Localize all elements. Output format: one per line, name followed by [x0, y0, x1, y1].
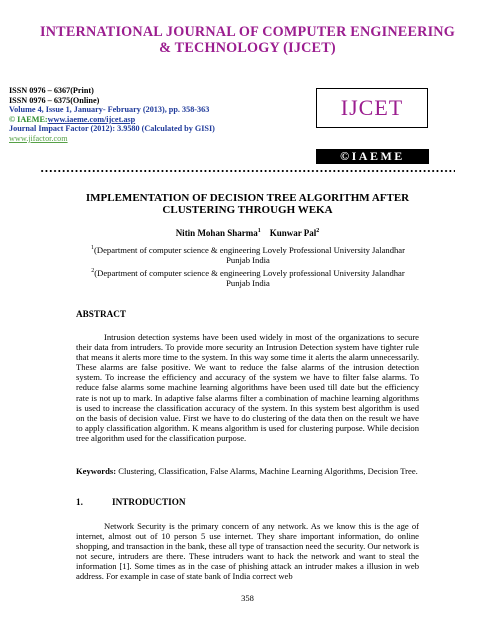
- journal-title-line2: & TECHNOLOGY (IJCET): [159, 40, 336, 56]
- iaeme-banner: ©IAEME: [316, 149, 429, 164]
- abstract-heading: ABSTRACT: [76, 309, 127, 319]
- iaeme-link[interactable]: www.iaeme.com/ijcet.asp: [47, 114, 136, 124]
- affiliation-1-line1: (Department of computer science & engineering Lovely Professional University Jalandhar: [94, 244, 405, 255]
- paper-title-line2: CLUSTERING THROUGH WEKA: [162, 204, 333, 216]
- keywords-label: Keywords:: [76, 466, 117, 476]
- abstract-body: Intrusion detection systems have been used widely in most of the organizations to secure their data from intruders. To provide more security an Intrusion Detection system have tighter rule that means it alerts more time to the system. In this way some time it alerts the alarm unnecessarily. These alarms are false positive. We want to reduce the false alarms of the intrusion detection system. To increase the efficiency and accuracy of the system we have to filter false alarms. To reduce false alarms some machine learning algorithms have been used till date but the efficiency rate is not up to mark. In adaptive false alarms filter a combination of machine learning algorithms is used to increase the classification accuracy of the system. In this system best algorithm is used on the basis of decision value. First we have to do clustering of the data then on the result we have to apply classification algorithm. K means algorithm is used for clustering purpose. While decision tree algorithm used for the classification purpose.: [76, 332, 419, 443]
- keywords: [76, 466, 419, 476]
- affiliation-2-line1: (Department of computer science & engineering Lovely professional University Jalandhar: [94, 267, 405, 278]
- section-title: INTRODUCTION: [112, 497, 186, 507]
- iaeme-prefix: © IAEME:: [9, 114, 48, 124]
- paper-title-line1: IMPLEMENTATION OF DECISION TREE ALGORITHM AFTER: [85, 192, 410, 204]
- affiliation-1-line2: Punjab India: [226, 254, 270, 265]
- issn-print: ISSN 0976 – 6367(Print): [9, 86, 94, 95]
- affiliation-2-num: 2: [91, 268, 95, 274]
- journal-title-line1: INTERNATIONAL JOURNAL OF COMPUTER ENGINEERING: [40, 24, 455, 40]
- authors: [0, 228, 495, 238]
- author-1: Nitin Mohan Sharma: [175, 228, 258, 238]
- author-1-sup: 1: [257, 228, 261, 234]
- introduction-body: Network Security is the primary concern of any network. As we know this is the age of internet, almost out of 10 person 5 use internet. They share important information, do online shopping, and transaction in the bank, these all type of transaction need the security. Our network is not secure, intruders are there. These intruders want to hack the network and want to steal the information [1]. Some times as in the case of phishing attack an intruder makes a illusion in web address. For example in case of state bank of India correct web: [76, 521, 419, 582]
- journal-meta: [9, 86, 215, 144]
- volume-info: Volume 4, Issue 1, January- February (2013), pp. 358-363: [9, 105, 210, 115]
- paper-title: [60, 192, 435, 216]
- author-2-sup: 2: [316, 228, 320, 234]
- section-number: 1.: [76, 497, 83, 507]
- author-2: Kunwar Pal: [269, 228, 317, 238]
- dotted-divider: [40, 170, 455, 172]
- affiliation-2-line2: Punjab India: [226, 277, 270, 288]
- page-number: 358: [241, 593, 254, 603]
- keywords-text: Clustering, Classification, False Alarms, Machine Learning Algorithms, Decision Tree.: [116, 466, 418, 476]
- impact-factor: Journal Impact Factor (2012): 3.9580 (Calculated by GISI): [9, 124, 215, 134]
- affiliation-2: [78, 266, 418, 288]
- issn-online: ISSN 0976 – 6375(Online): [9, 95, 100, 105]
- iaeme-line: [9, 115, 215, 125]
- affiliation-1-num: 1: [91, 245, 95, 251]
- journal-title: [0, 24, 495, 56]
- jifactor-link[interactable]: www.jifactor.com: [9, 133, 68, 143]
- ijcet-logo: [316, 88, 428, 128]
- ijcet-logo-text: IJCET: [340, 95, 404, 120]
- affiliation-1: [78, 243, 418, 265]
